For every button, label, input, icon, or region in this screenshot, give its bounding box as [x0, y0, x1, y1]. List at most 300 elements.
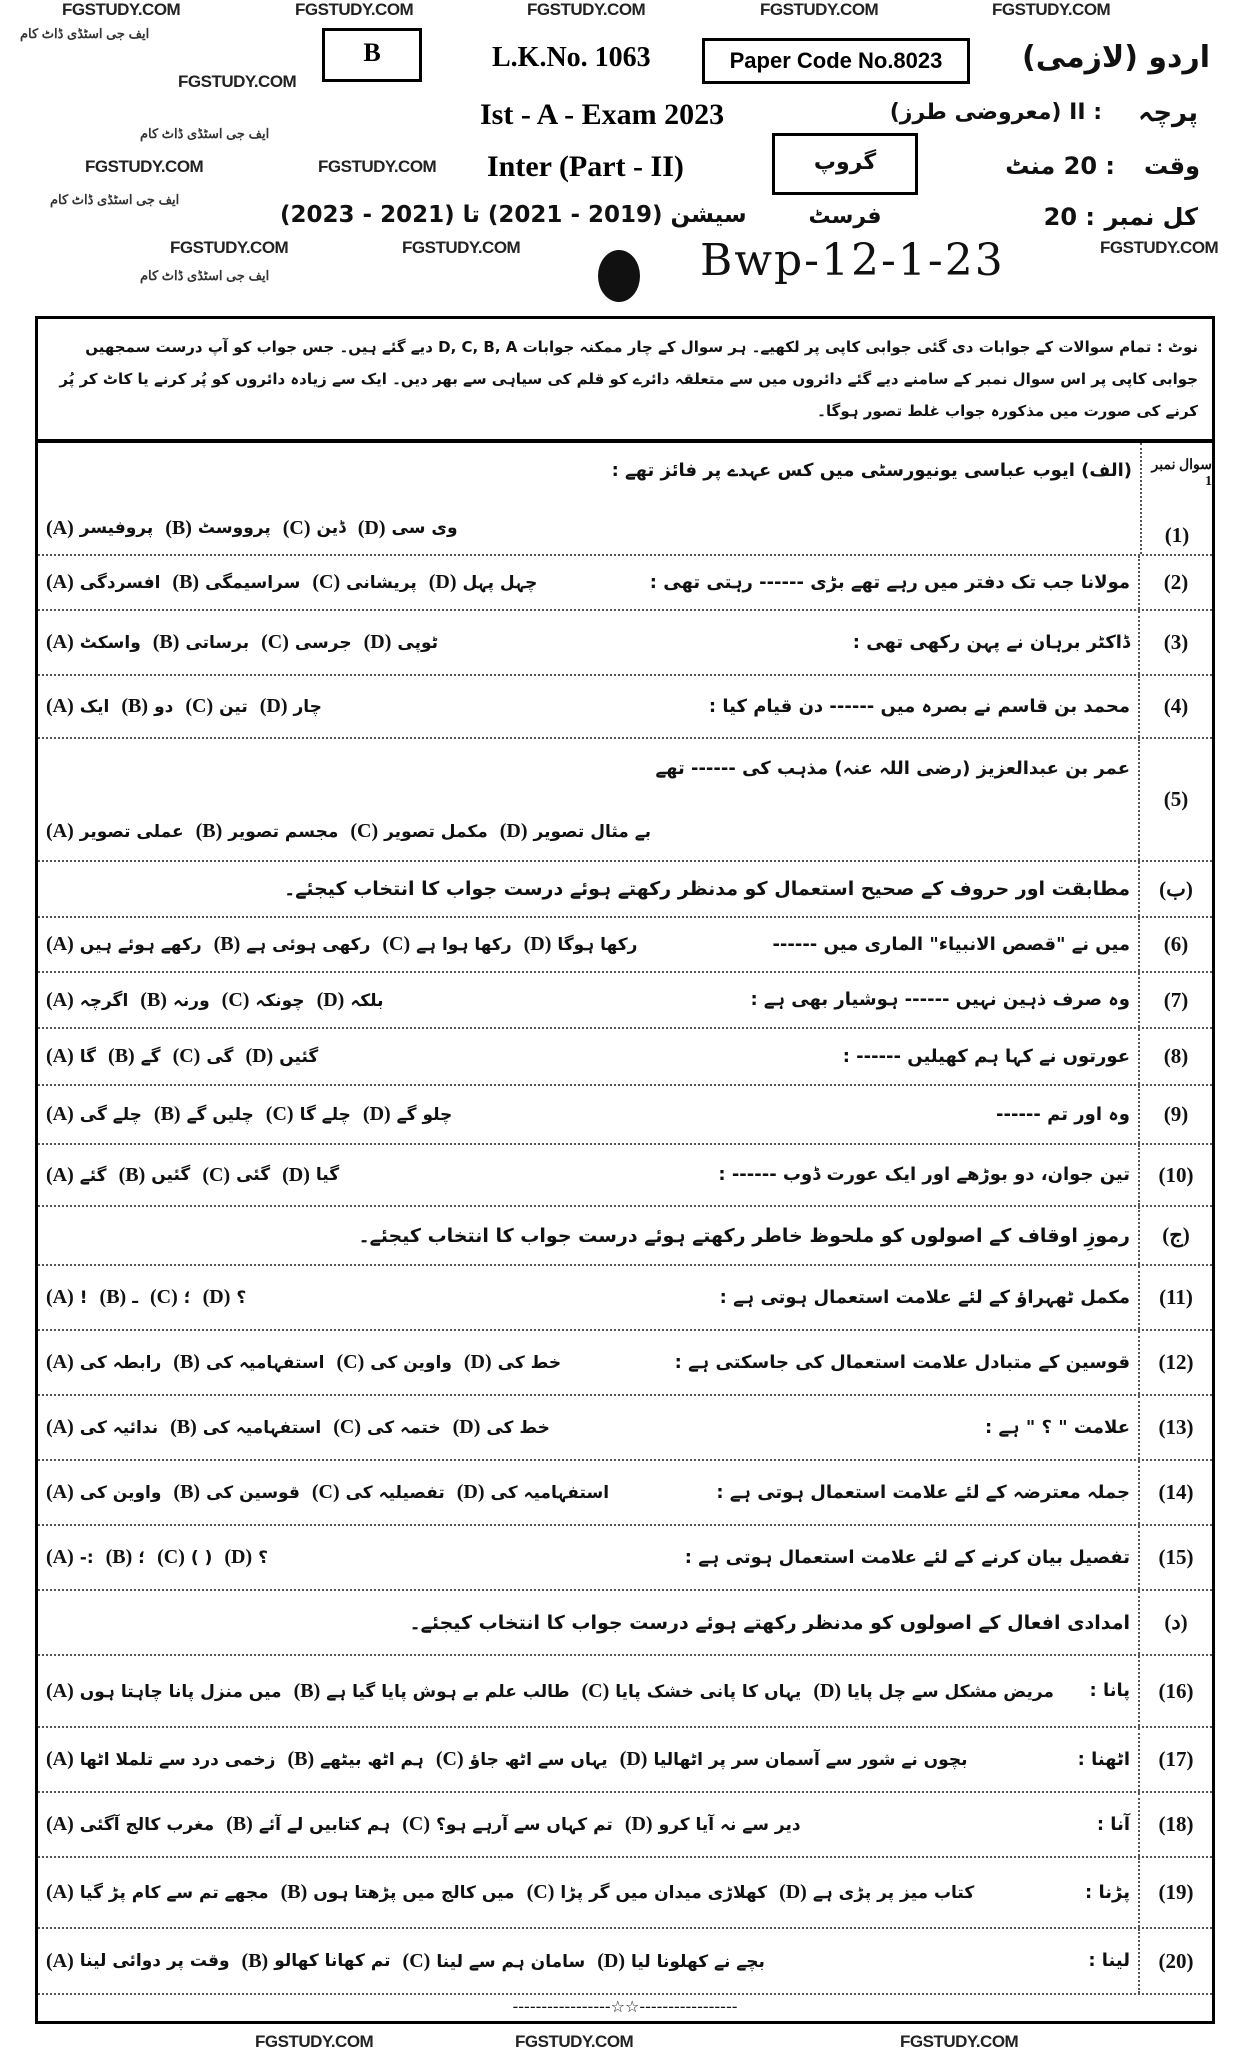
option-d [500, 820, 651, 843]
option-text: ڈین [316, 518, 346, 538]
section-instruction: مطابقت اور حروف کے صحیح استعمال کو مدنظر رکھتے ہوئے درست جواب کا انتخاب کیجئے۔ [284, 878, 1130, 900]
option-label: (D) [259, 695, 288, 717]
option-text: طالب علم بے ہوش پایا گیا ہے [326, 1681, 570, 1702]
option-text: ! [79, 1287, 88, 1308]
option-label: (A) [46, 516, 74, 539]
question-number: (7) [1138, 973, 1212, 1027]
question-text: تفصیل بیان کرنے کے لئے علامت استعمال ہوتی ہے : [684, 1546, 1130, 1568]
question-body [38, 1207, 1138, 1264]
option-text: تم کہاں سے آرہے ہو؟ [435, 1815, 613, 1835]
option-text: زخمی درد سے تلملا اٹھا [79, 1750, 276, 1770]
exam-name: Ist - A - Exam 2023 [480, 98, 725, 131]
option-label: (D) [363, 631, 392, 653]
option-d [453, 1416, 550, 1439]
paper-label: پرچہ [1138, 98, 1198, 128]
watermark: FGSTUDY.COM [295, 0, 414, 19]
option-label: (B) [99, 1286, 127, 1308]
option-label: (A) [46, 1481, 74, 1503]
option-label: (A) [46, 695, 74, 717]
option-label: (A) [46, 1949, 74, 1972]
question-row [38, 1461, 1212, 1526]
question-text: عمر بن عبدالعزیز (رضی اللہ عنہ) مذہب کی ------ تھے [655, 758, 1130, 779]
option-c [582, 1680, 802, 1703]
option-text: واسکٹ [79, 632, 141, 653]
option-c [527, 1881, 767, 1904]
option-b [153, 631, 249, 654]
question-text: قوسین کے متبادل علامت استعمال کی جاسکتی ہے : [674, 1351, 1130, 1373]
option-label: (B) [108, 1045, 135, 1067]
answer-options [46, 1680, 1054, 1703]
option-d [429, 571, 538, 594]
option-d [464, 1351, 561, 1374]
note-label: نوٹ : [1156, 338, 1198, 356]
option-label: (C) [402, 1949, 431, 1972]
question-body [38, 1858, 1138, 1927]
question-body [38, 1396, 1138, 1459]
questions-list [38, 443, 1212, 1995]
option-a [46, 1680, 282, 1703]
option-label: (C) [402, 1813, 430, 1835]
option-a [46, 989, 128, 1012]
option-text: خط کی [497, 1352, 562, 1373]
option-a [46, 571, 160, 594]
option-d [260, 695, 322, 718]
option-text: پروفیسر [79, 518, 154, 538]
option-b [170, 1416, 321, 1439]
question-number: (ب) [1138, 862, 1212, 916]
option-b [294, 1680, 570, 1703]
option-text: گیا [315, 1165, 340, 1185]
option-label: (A) [46, 1416, 74, 1438]
option-label: (B) [280, 1881, 308, 1903]
option-a [46, 1546, 94, 1569]
option-text: چلے گی [79, 1105, 142, 1125]
option-text: :- [79, 1547, 94, 1568]
question-1-label: سوال نمبر 1 [1151, 458, 1212, 489]
paper-code-box: Paper Code No.8023 [702, 38, 970, 84]
question-text: تین جوان، دو بوڑھے اور ایک عورت ڈوب ------ : [718, 1164, 1130, 1185]
watermark: FGSTUDY.COM [1100, 238, 1219, 257]
option-text: بلکہ [350, 990, 384, 1011]
bottom-watermarks [0, 2032, 1250, 2054]
option-a [46, 1481, 161, 1504]
question-number: (ج) [1138, 1207, 1212, 1264]
option-a [46, 933, 202, 956]
option-d [282, 1164, 339, 1187]
group-name-box: گروپ فرسٹ [772, 133, 918, 195]
option-b [154, 1103, 254, 1126]
question-row [38, 1728, 1212, 1793]
option-b [173, 1481, 299, 1504]
question-body [38, 1145, 1138, 1205]
question-row [38, 676, 1212, 739]
option-label: (A) [46, 1748, 74, 1770]
paper-value: : II (معروضی طرز) [889, 100, 1102, 125]
option-label: (D) [202, 1286, 231, 1308]
option-text: ایک [79, 696, 110, 717]
option-b [173, 1351, 324, 1374]
question-row [38, 556, 1212, 611]
watermark: FGSTUDY.COM [527, 0, 646, 19]
question-row [38, 1029, 1212, 1086]
option-text: ؟ [236, 1287, 247, 1308]
question-number [1140, 443, 1212, 554]
question-text: مکمل ٹھہراؤ کے لئے علامت استعمال ہوتی ہے : [719, 1286, 1130, 1308]
question-number: (13) [1138, 1396, 1212, 1459]
option-label: (A) [46, 1679, 74, 1702]
option-c [185, 695, 247, 718]
option-a [46, 1950, 230, 1973]
lk-number: L.K.No. 1063 [492, 42, 651, 73]
question-body [38, 1086, 1138, 1143]
option-label: (B) [121, 695, 149, 717]
option-text: چار [293, 696, 322, 717]
question-row [38, 1145, 1212, 1207]
option-b [172, 571, 300, 594]
answer-options [46, 695, 322, 718]
option-c [261, 631, 352, 654]
option-label: (C) [350, 820, 379, 842]
section-heading-row [38, 1207, 1212, 1266]
watermark-urdu: ایف جی اسٹڈی ڈاٹ کام [50, 192, 180, 207]
question-row [38, 1396, 1212, 1461]
question-text: مولانا جب تک دفتر میں رہے تھے بڑی ------ رہتی تھی : [649, 571, 1130, 593]
watermark-urdu: ایف جی اسٹڈی ڈاٹ کام [140, 126, 270, 141]
option-text: قوسین کی [206, 1482, 300, 1503]
option-label: (D) [619, 1748, 648, 1770]
watermark: FGSTUDY.COM [992, 0, 1111, 19]
option-c [202, 1164, 270, 1187]
option-a [46, 1813, 214, 1836]
question-row [38, 443, 1212, 556]
question-body [38, 556, 1138, 609]
option-text: بچے نے کھلونا لیا [630, 1951, 765, 1972]
option-c [312, 1481, 445, 1504]
option-text: ہم کتابیں لے آئے [258, 1815, 391, 1835]
question-number: (4) [1138, 676, 1212, 737]
question-body [38, 973, 1138, 1027]
question-body [38, 918, 1138, 971]
option-a [46, 1881, 269, 1904]
question-number: (9) [1138, 1086, 1212, 1143]
option-label: (D) [357, 516, 386, 539]
question-text: عورتوں نے کہا ہم کھیلیں ------ : [842, 1045, 1130, 1067]
question-paper [35, 316, 1215, 2024]
question-body [38, 1461, 1138, 1524]
option-label: (C) [282, 516, 311, 539]
option-label: (C) [185, 695, 214, 717]
answer-options [46, 933, 637, 956]
option-text: استفہامیہ کی [202, 1418, 322, 1438]
option-text: چلو گے [396, 1105, 453, 1125]
option-b [165, 517, 270, 540]
question-number: (12) [1138, 1331, 1212, 1394]
option-text: ختمہ کی [367, 1418, 441, 1438]
option-label: (C) [172, 1045, 201, 1067]
option-text: مریض مشکل سے چل پایا [847, 1681, 1054, 1702]
option-c [436, 1748, 608, 1771]
option-text: یہاں سے اٹھ جاؤ [469, 1750, 608, 1770]
section-instruction: امدادی افعال کے اصولوں کو مدنظر رکھتے ہوئے درست جواب کا انتخاب کیجئے۔ [409, 1611, 1130, 1634]
option-label: (B) [170, 1416, 197, 1438]
option-c [157, 1546, 212, 1569]
question-number: (2) [1138, 556, 1212, 609]
option-label: (C) [311, 1481, 340, 1503]
option-text: چونکہ [255, 990, 305, 1011]
question-row [38, 1331, 1212, 1396]
option-label: (C) [382, 933, 411, 955]
watermark: FGSTUDY.COM [760, 0, 879, 19]
option-label: (C) [150, 1286, 178, 1308]
option-text: میں منزل پانا چاہتا ہوں [79, 1681, 282, 1702]
option-d [203, 1286, 247, 1309]
question-number: (5) [1138, 739, 1212, 860]
option-d [245, 1045, 318, 1068]
option-label: (A) [46, 988, 74, 1011]
answer-options [46, 1416, 550, 1439]
option-label: (B) [195, 820, 223, 842]
option-label: (B) [118, 1163, 146, 1186]
question-row [38, 739, 1212, 862]
option-d [779, 1881, 974, 1904]
option-text: اگرچہ [79, 990, 129, 1011]
instructions-note [38, 319, 1212, 443]
option-a [46, 517, 153, 540]
option-c [173, 1045, 234, 1068]
question-row [38, 918, 1212, 973]
answer-options [46, 1045, 318, 1068]
option-text: افسردگی [79, 572, 161, 593]
answer-options [46, 1813, 801, 1836]
section-heading-row [38, 862, 1212, 918]
answer-options [46, 1481, 609, 1504]
option-d [224, 1546, 268, 1569]
option-label: (B) [165, 516, 192, 539]
question-text: ڈاکٹر برہان نے پہن رکھی تھی : [852, 631, 1130, 653]
answer-options [46, 1748, 967, 1771]
option-label: (B) [287, 1748, 315, 1770]
option-text: تم کھانا کھالو [274, 1951, 391, 1971]
option-text: چلے گا [299, 1105, 351, 1125]
option-label: (D) [452, 1416, 481, 1438]
watermark: FGSTUDY.COM [170, 238, 289, 257]
option-label: (B) [226, 1813, 253, 1835]
option-label: (D) [463, 1351, 492, 1373]
question-row [38, 1929, 1212, 1995]
answer-options [46, 1164, 339, 1187]
option-label: (D) [245, 1045, 274, 1067]
question-body [38, 443, 1140, 554]
watermark: FGSTUDY.COM [402, 238, 521, 257]
answer-options [46, 571, 537, 594]
question-body [38, 1029, 1138, 1084]
option-label: (A) [46, 1103, 74, 1125]
option-label: (B) [172, 571, 200, 593]
option-d [597, 1950, 765, 1973]
question-text: اٹھنا : [1077, 1748, 1130, 1770]
session: سیشن (2019 - 2021) تا (2021 - 2023) [280, 202, 747, 228]
time-value: : 20 منٹ [1005, 152, 1115, 180]
question-number: (19) [1138, 1858, 1212, 1927]
option-text: پرووسٹ [197, 518, 271, 538]
option-text: بچوں نے شور سے آسمان سر پر اٹھالیا [653, 1750, 968, 1770]
option-text: کھلاڑی میدان میں گر پڑا [560, 1882, 768, 1903]
option-b [226, 1813, 390, 1836]
answer-options [46, 989, 384, 1012]
option-c [312, 571, 416, 594]
option-text: مغرب کالج آگئی [79, 1814, 215, 1835]
option-text: جرسی [294, 632, 352, 653]
option-c [336, 1351, 451, 1374]
group-letter-box: B [322, 28, 422, 82]
option-text: گے [140, 1047, 161, 1067]
option-c [350, 820, 487, 843]
option-c [266, 1103, 351, 1126]
answer-options [46, 631, 438, 654]
option-text: تفصیلیہ کی [345, 1483, 445, 1503]
question-number: (15) [1138, 1526, 1212, 1589]
question-number: (10) [1138, 1145, 1212, 1205]
question-number: (11) [1138, 1266, 1212, 1329]
option-c [402, 1813, 613, 1836]
question-body [38, 611, 1138, 674]
option-c [283, 517, 346, 540]
option-text: مجسم تصویر [228, 821, 339, 842]
question-body [38, 862, 1138, 916]
marks-value: : 20 [1043, 203, 1095, 231]
class-name: Inter (Part - II) [487, 150, 684, 183]
option-label: (D) [362, 1103, 391, 1125]
note-text: تمام سوالات کے جوابات دی گئی جوابی کاپی پر لکھیے۔ ہر سوال کے چار ممکنہ جوابات D, C, B, A دیے گئے ہیں۔ جس جواب کو آپ درست سمجھیں جوابی کاپی پر اس سوال نمبر کے سامنے دیے گئے دائروں میں سے متعلقہ دائرے کو قلم کی سیاہی سے بھر دیں۔ ایک سے زیادہ دائروں کو پُر کرنے یا کاٹ کر پُر کرنے کی صورت میں مذکورہ جواب غلط تصور ہوگا۔ [59, 338, 1198, 420]
option-a [46, 1416, 158, 1439]
watermark: FGSTUDY.COM [515, 2032, 634, 2051]
option-b [121, 695, 173, 718]
question-body [38, 1266, 1138, 1329]
option-a [46, 1286, 88, 1309]
option-c [150, 1286, 191, 1309]
question-body [38, 1331, 1138, 1394]
option-label: (B) [173, 1481, 201, 1503]
option-label: (C) [333, 1416, 362, 1438]
option-b [108, 1045, 161, 1068]
option-label: (D) [597, 1949, 625, 1972]
option-label: (C) [202, 1163, 231, 1186]
question-body [38, 1793, 1138, 1856]
section-heading-row [38, 1591, 1212, 1656]
option-label: (A) [46, 933, 74, 955]
option-d [358, 517, 458, 540]
option-label: (B) [241, 1949, 269, 1972]
option-text: پریشانی [346, 572, 417, 593]
option-b [287, 1748, 423, 1771]
question-number: (6) [1138, 918, 1212, 971]
question-number: (8) [1138, 1029, 1212, 1084]
option-a [46, 1351, 161, 1374]
watermark-urdu: ایف جی اسٹڈی ڈاٹ کام [20, 26, 150, 41]
option-label: (B) [173, 1351, 200, 1373]
question-text: (الف) ایوب عباسی یونیورسٹی میں کس عہدے پر فائز تھے : [611, 459, 1132, 481]
option-text: دو [154, 696, 174, 717]
option-text: سامان ہم سے لینا [436, 1951, 586, 1972]
option-text: گا [79, 1046, 97, 1067]
option-a [46, 1045, 96, 1068]
option-text: رکھا ہوا ہے [416, 935, 512, 955]
option-text: ( ) [190, 1547, 213, 1568]
option-d [363, 1103, 452, 1126]
option-text: ـ [132, 1287, 139, 1308]
option-text: استفہامیہ کی [490, 1483, 610, 1503]
watermark: FGSTUDY.COM [318, 157, 437, 176]
question-row [38, 611, 1212, 676]
question-body [38, 1591, 1138, 1654]
option-text: رکھا ہوگا [557, 935, 638, 955]
option-text: تین [219, 696, 248, 717]
option-text: ہم اٹھ بیٹھے [320, 1750, 424, 1770]
option-c [382, 933, 511, 956]
question-number: (14) [1138, 1461, 1212, 1524]
option-label: (A) [46, 1286, 74, 1308]
answer-options [46, 517, 458, 540]
handwritten-date: Bwp-12-1-23 [700, 235, 1005, 286]
watermark: FGSTUDY.COM [255, 2032, 374, 2051]
option-label: (B) [293, 1679, 321, 1702]
subject-title: اردو (لازمی) [1022, 40, 1210, 75]
question-text: وہ صرف ذہین نہیں ------ ہوشیار بھی ہے : [750, 989, 1130, 1010]
option-b [281, 1881, 515, 1904]
option-label: (D) [499, 820, 528, 842]
option-label: (A) [46, 820, 74, 842]
question-number: (3) [1138, 611, 1212, 674]
question-text: جملہ معترضہ کے لئے علامت استعمال ہوتی ہے : [716, 1481, 1130, 1503]
question-row [38, 1858, 1212, 1929]
option-label: (C) [265, 1103, 294, 1125]
watermark: FGSTUDY.COM [62, 0, 181, 19]
option-b [106, 1546, 145, 1569]
option-d [457, 1481, 609, 1504]
option-label: (B) [140, 988, 167, 1011]
section-instruction: رموزِ اوقاف کے اصولوں کو ملحوظ خاطر رکھتے ہوئے درست جواب کا انتخاب کیجئے۔ [358, 1224, 1130, 1247]
answer-options [46, 1286, 246, 1309]
option-label: (C) [336, 1351, 365, 1373]
answer-options [46, 1881, 974, 1904]
question-text: میں نے "قصص الانبیاء" الماری میں ------ [772, 933, 1130, 955]
option-text: دیر سے نہ آیا کرو [658, 1815, 801, 1835]
option-a [46, 695, 109, 718]
option-text: ٹوپی [397, 632, 438, 653]
option-label: (B) [105, 1546, 133, 1568]
answer-options [46, 820, 651, 843]
answer-options [46, 1950, 765, 1973]
question-row [38, 1793, 1212, 1858]
option-text: واوین کی [370, 1352, 452, 1373]
option-label: (A) [46, 1045, 74, 1067]
watermark: FGSTUDY.COM [900, 2032, 1019, 2051]
option-a [46, 820, 184, 843]
question-text: پانا : [1089, 1680, 1130, 1701]
option-label: (D) [282, 1163, 310, 1186]
question-row [38, 1656, 1212, 1728]
option-label: (D) [523, 933, 552, 955]
question-text: وہ اور تم ------ [996, 1103, 1130, 1125]
option-label: (A) [46, 1163, 74, 1186]
option-b [140, 989, 209, 1012]
option-label: (B) [213, 933, 241, 955]
option-label: (A) [46, 1546, 74, 1568]
watermark: FGSTUDY.COM [85, 157, 204, 176]
option-label: (C) [526, 1881, 555, 1903]
question-body [38, 1656, 1138, 1726]
option-text: وقت پر دوائی لینا [79, 1951, 230, 1971]
